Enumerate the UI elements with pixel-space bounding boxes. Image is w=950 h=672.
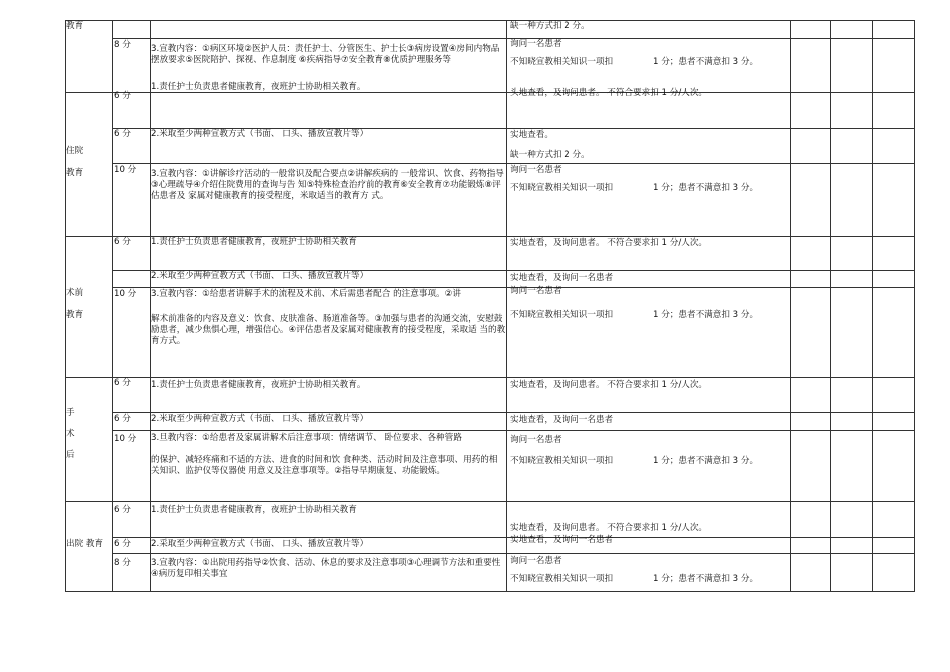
category-label: 出院 教育	[66, 539, 104, 549]
check-method: 1 分；患者不满意扣 3 分。	[653, 310, 759, 320]
content-cell: 的保护、减轻疼痛和不适的方法、进食的时间和饮 食种类、活动时间及注意事项、用药的相关知识、监护仪等仪器使 用意义及注意事项等。②指导早期康复、功能锻炼。	[151, 455, 498, 476]
content-cell: 2.米取至少两种宣教方式（书面、 口头、播放宣教片等）	[151, 271, 369, 281]
content-cell: 3.宣教内容：①讲解诊疗活动的一般常识及配合要点②讲解疾病的 一般常识、饮食、药物指导③心理疏导④介绍住院费用的查询与告 知⑤特殊检查治疗前的教育⑥安全教育⑦功能锻炼⑧评估患者及 家属对健康教育的接受程度，米取适当的教育方 式。	[151, 169, 504, 201]
column-divider	[790, 20, 791, 591]
category-label: 教育	[66, 310, 84, 320]
score-cell: 6 分	[114, 91, 131, 101]
score-cell: 6 分	[114, 505, 131, 515]
check-method: 询问一名患者	[510, 39, 562, 49]
content-cell: 3.宣教内容：①给患者讲解手术的流程及术前、术后需患者配合 的注意事项。②讲	[151, 289, 461, 299]
check-method: 实地查看，及询问一名患者	[510, 415, 614, 425]
check-method: 询问一名患者	[510, 435, 562, 445]
category-label: 手	[66, 408, 75, 418]
score-cell: 6 分	[114, 539, 131, 549]
check-method: 实地查看。	[510, 130, 553, 140]
score-cell: 10 分	[114, 289, 137, 299]
score-cell: 6 分	[114, 378, 131, 388]
check-method: 不知晓宣教相关知识一项扣	[510, 183, 614, 193]
content-cell: 1.责任护士负责患者健康教育，夜班护士协助相关教育。	[151, 380, 366, 390]
check-method: 1 分；患者不满意扣 3 分。	[653, 183, 759, 193]
score-cell: 6 分	[114, 129, 131, 139]
check-method: 询问一名患者	[510, 286, 562, 296]
check-method: 询问一名患者	[510, 556, 562, 566]
table-border-right	[914, 20, 915, 591]
content-cell: 2.米取至少两种宣教方式（书面、 口头、播放宣教片等）	[151, 414, 369, 424]
row-divider	[112, 430, 915, 431]
category-label: 教育	[66, 168, 84, 178]
category-label: 住院	[66, 146, 84, 156]
check-method: 询问一名患者	[510, 165, 562, 175]
content-cell: 3.宣教内容：①病区环境②医护人员：责任护士、分管医生、护士长③病房设置④房间内物品摆放要求⑤医院陪护、探视、作息制度 ⑥疾病指导⑦安全教育⑧优质护理服务等	[151, 44, 500, 65]
category-label: 后	[66, 450, 75, 460]
check-method: 缺一种方式扣 2 分。	[510, 21, 590, 31]
content-cell: 1.责任护士负责患者健康教育，夜班护士协助相关教育	[151, 237, 357, 247]
content-cell: 1.责任护士负责患者健康教育，夜班护士协助相关教育。	[151, 82, 366, 92]
check-method: 实地查看，及询问患者。 不符合要求扣 1 分/人次。	[510, 523, 708, 533]
score-cell: 8 分	[114, 40, 131, 50]
content-cell: 1.责任护士负责患者健康教育，夜班护士协助相关教育	[151, 505, 357, 515]
row-divider	[112, 553, 915, 554]
row-divider	[65, 20, 915, 21]
row-divider	[112, 412, 915, 413]
table-border-bottom	[65, 591, 915, 592]
check-method: 不知晓宣教相关知识一项扣	[510, 310, 614, 320]
score-cell: 6 分	[114, 237, 131, 247]
category-label: 教育	[66, 21, 84, 31]
check-method: 缺一种方式扣 2 分。	[510, 150, 590, 160]
score-cell: 6 分	[114, 414, 131, 424]
content-cell: 解术前准备的内容及意义：饮食、皮肤准备、肠道准备等。③加强与患者的沟通交流，安慰鼓励患者，减少焦惧心理，增强信心。④评估患者及家属对健康教育的接受程度，采取适 当的教育方式。	[151, 314, 506, 346]
check-method: 实地查看，及询问患者。 不符合要求扣 1 分/人次。	[510, 238, 708, 248]
check-method: 不知晓宣教相关知识一项扣	[510, 574, 614, 584]
category-label: 术前	[66, 288, 84, 298]
check-method: 实地查看，及询问患者。 不符合要求扣 1 分/人次。	[510, 380, 708, 390]
row-divider	[112, 163, 915, 164]
content-cell: 2.采取至少两种宣教方式（书面、 口头、播放宣教片等）	[151, 539, 369, 549]
check-method: 1 分；患者不满意扣 3 分。	[653, 574, 759, 584]
row-divider	[65, 501, 915, 502]
check-method: 不知晓宣教相关知识一项扣	[510, 456, 614, 466]
content-cell: 3.宣教内容：①出院用药指导②饮食、活动、休息的要求及注意事项③心理调节方法和重要性④病历复印相关事宜	[151, 558, 501, 579]
check-method: 实地查看，及询问一名患者	[510, 273, 614, 283]
content-cell: 3.旦教内容：①给患者及家属讲解术后注意事项：情绪调节、 卧位要求、各种管路	[151, 433, 462, 443]
check-method: 1 分；患者不满意扣 3 分。	[653, 456, 759, 466]
column-divider	[506, 20, 507, 591]
table-border-left	[65, 20, 66, 591]
score-cell: 8 分	[114, 558, 131, 568]
score-cell: 10 分	[114, 434, 137, 444]
check-method: 头地查看，及询问患者。 不符合要求扣 1 分/人次。	[510, 88, 708, 98]
column-divider	[830, 20, 831, 591]
content-cell: 2.米取至少两种宣教方式（书面、 口头、播放宣教片等）	[151, 129, 369, 139]
column-divider	[872, 20, 873, 591]
category-label: 术	[66, 429, 75, 439]
row-divider	[65, 377, 915, 378]
check-method: 1 分；患者不满意扣 3 分。	[653, 57, 759, 67]
check-method: 不知晓宣教相关知识一项扣	[510, 57, 614, 67]
column-divider	[112, 20, 113, 591]
check-method: 实地查看，及询问一名患者	[510, 535, 614, 545]
score-cell: 10 分	[114, 165, 137, 175]
